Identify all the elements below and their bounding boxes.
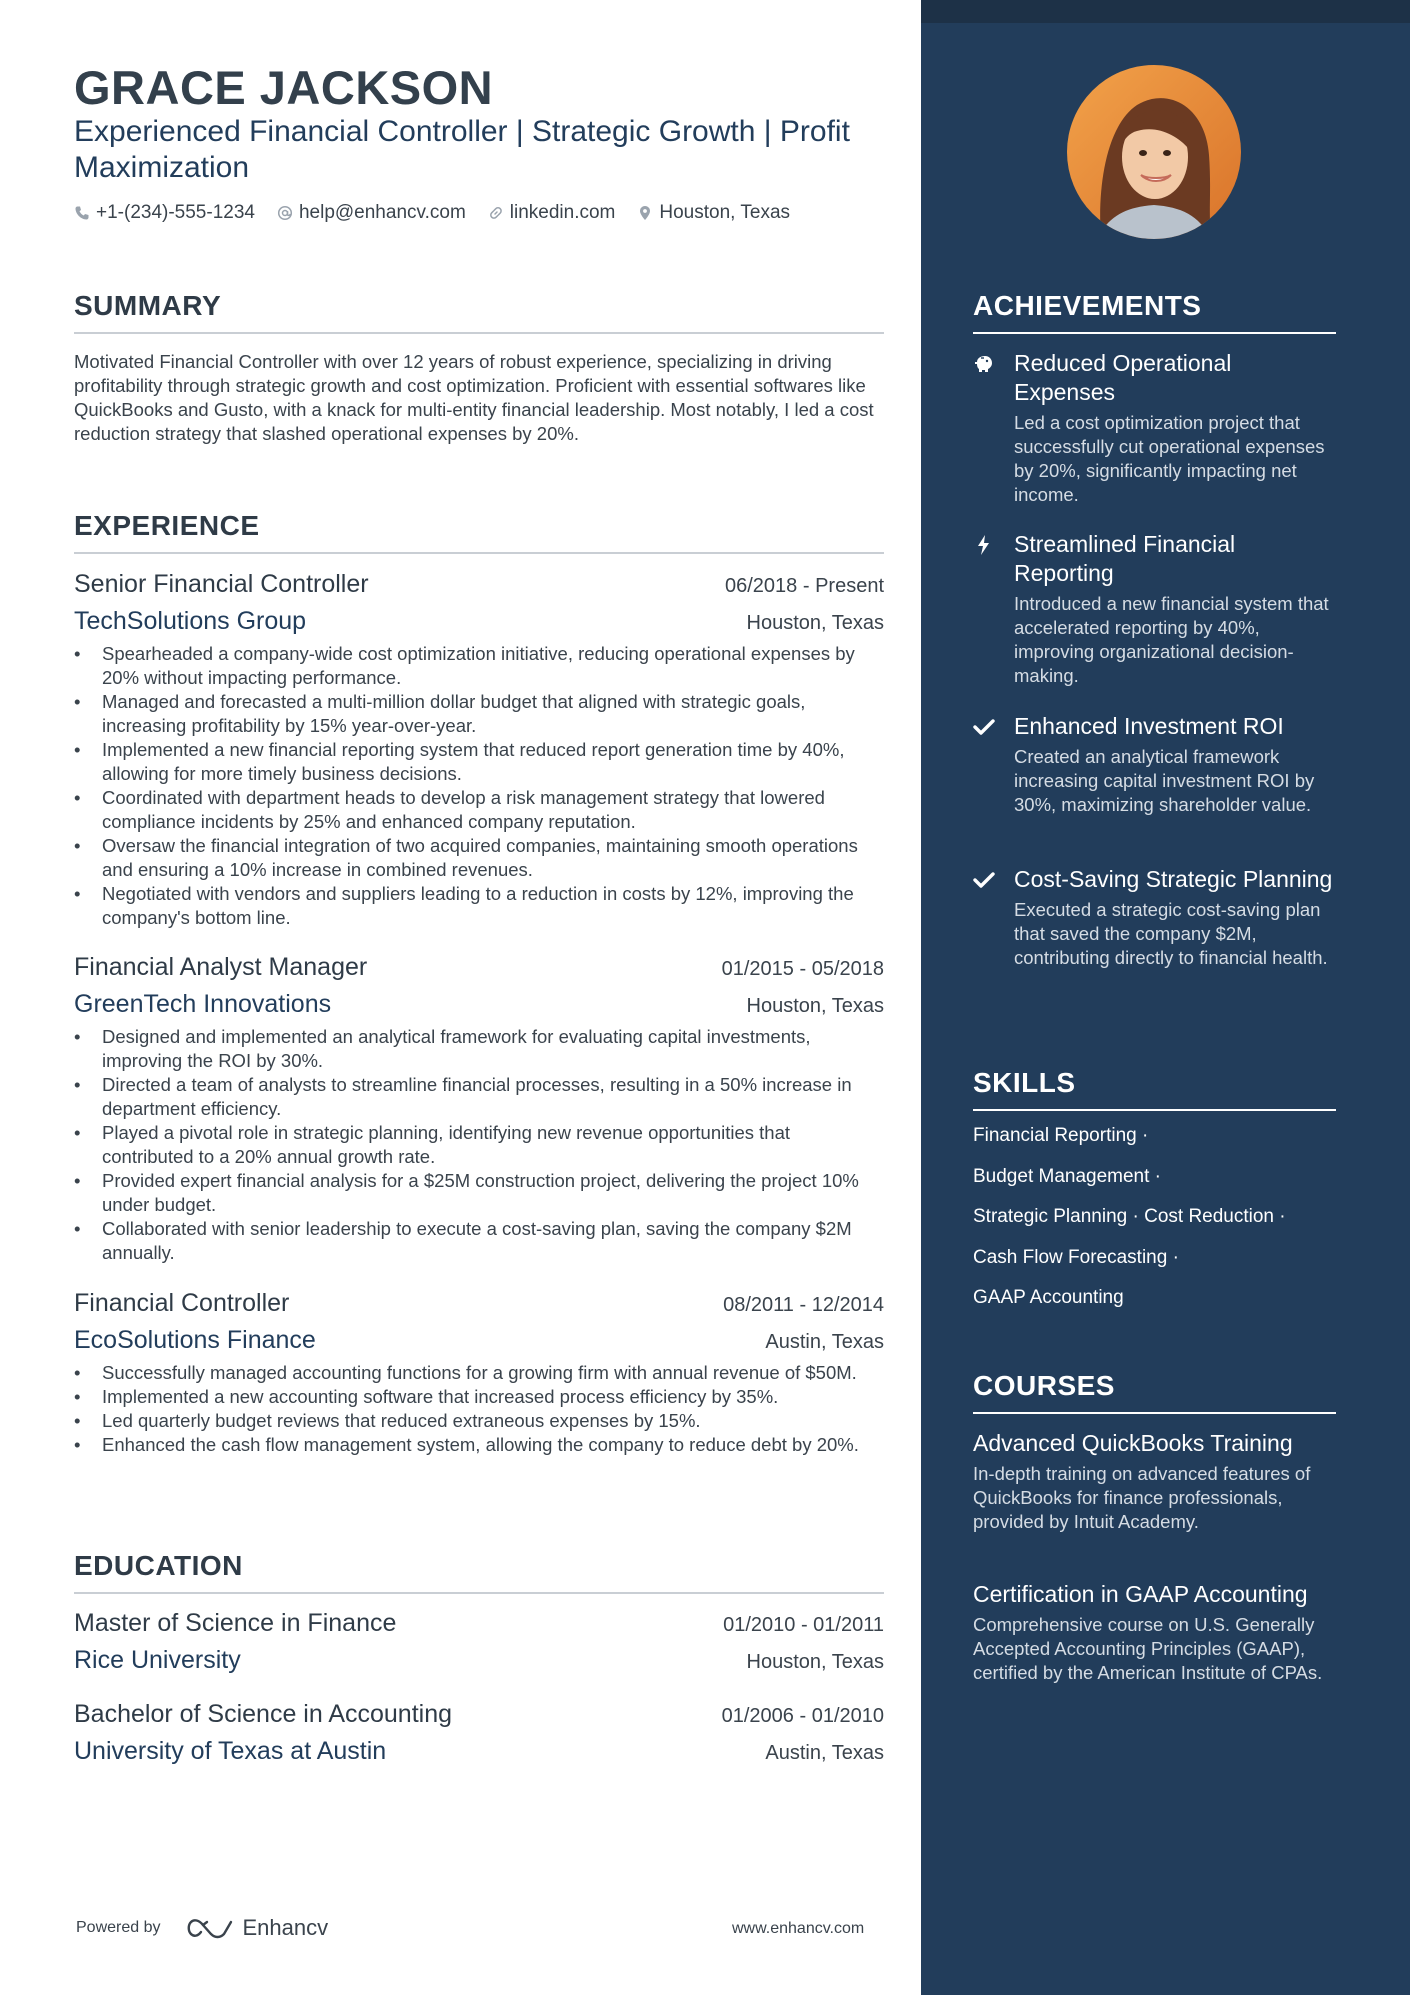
job-dates: 06/2018 - Present bbox=[725, 575, 884, 597]
achievement-item bbox=[973, 865, 1336, 970]
email-text: help@enhancv.com bbox=[298, 202, 466, 223]
courses-title: COURSES bbox=[973, 1370, 1115, 1401]
degree: Bachelor of Science in Accounting bbox=[74, 1700, 453, 1728]
piggy-bank-icon bbox=[973, 353, 995, 375]
school-location: Austin, Texas bbox=[765, 1742, 884, 1764]
sidebar bbox=[921, 0, 1410, 1995]
checkmark-icon bbox=[973, 716, 995, 738]
job-location: Austin, Texas bbox=[765, 1331, 884, 1353]
job-entry bbox=[74, 953, 884, 1265]
location-pin-icon bbox=[637, 205, 653, 221]
job-role: Senior Financial Controller bbox=[74, 570, 369, 598]
contact-email[interactable] bbox=[277, 202, 466, 224]
enhancv-logo-icon bbox=[187, 1916, 233, 1940]
skill-line: Budget Management · bbox=[973, 1165, 1162, 1187]
achievement-title: Enhanced Investment ROI bbox=[1014, 713, 1284, 739]
checkmark-icon bbox=[973, 869, 995, 891]
achievement-description: Created an analytical framework increasing capital investment ROI by 30%, maximizing shareholder value. bbox=[1014, 746, 1315, 815]
achievements-title: ACHIEVEMENTS bbox=[973, 290, 1202, 321]
achievement-item bbox=[973, 349, 1336, 507]
footer-branding bbox=[76, 1915, 328, 1941]
bullet-item: • Spearheaded a company-wide cost optimization initiative, reducing operational expenses by 20% without impacting performance. bbox=[74, 642, 884, 690]
contact-phone[interactable] bbox=[74, 202, 255, 224]
powered-by-text: Powered by bbox=[76, 1919, 161, 1936]
school-location: Houston, Texas bbox=[746, 1651, 884, 1673]
education-section-header bbox=[74, 1550, 884, 1594]
bullet-item: • Managed and forecasted a multi-million dollar budget that aligned with strategic goals, increasing profitability by 15% year-over-year. bbox=[74, 690, 884, 738]
bullet-item: • Successfully managed accounting functions for a growing firm with annual revenue of $50M. bbox=[74, 1361, 884, 1385]
job-dates: 08/2011 - 12/2014 bbox=[723, 1294, 884, 1316]
degree: Master of Science in Finance bbox=[74, 1609, 397, 1637]
bullet-item: • Coordinated with department heads to develop a risk management strategy that lowered compliance incidents by 25% and enhanced company reputation. bbox=[74, 786, 884, 834]
job-dates: 01/2015 - 05/2018 bbox=[721, 958, 884, 980]
location-text: Houston, Texas bbox=[659, 202, 791, 223]
achievement-description: Executed a strategic cost-saving plan that saved the company $2M, contributing directly to financial health. bbox=[1014, 899, 1328, 968]
education-entry bbox=[74, 1609, 884, 1675]
contact-linkedin[interactable] bbox=[488, 202, 616, 224]
footer-website[interactable]: www.enhancv.com bbox=[732, 1920, 865, 1937]
bullet-item: • Provided expert financial analysis for a $25M construction project, delivering the project 10% under budget. bbox=[74, 1169, 884, 1217]
bullet-item: • Enhanced the cash flow management system, allowing the company to reduce debt by 20%. bbox=[74, 1433, 884, 1457]
experience-section-header bbox=[74, 510, 884, 554]
contact-bar bbox=[74, 202, 790, 224]
school: University of Texas at Austin bbox=[74, 1737, 387, 1765]
job-entry bbox=[74, 1289, 884, 1457]
enhancv-logo[interactable] bbox=[187, 1915, 329, 1941]
school: Rice University bbox=[74, 1646, 241, 1674]
achievements-section-header bbox=[973, 290, 1336, 334]
headline: Experienced Financial Controller | Strategic Growth | Profit Maximization bbox=[74, 115, 850, 184]
phone-icon bbox=[74, 205, 90, 221]
summary-text: Motivated Financial Controller with over 12 years of robust experience, specializing in driving profitability through strategic growth and cost optimization. Proficient with essential softwares like QuickBooks and Gusto, with a knack for multi-entity financial leadership. Most notably, I led a cost reduction strategy that slashed operational expenses by 20%. bbox=[74, 351, 874, 444]
skill-line: Cash Flow Forecasting · bbox=[973, 1246, 1179, 1268]
skill-line: Strategic Planning · Cost Reduction · bbox=[973, 1206, 1286, 1227]
job-location: Houston, Texas bbox=[746, 612, 884, 634]
bullet-item: • Implemented a new financial reporting system that reduced report generation time by 40%, allowing for more timely business decisions. bbox=[74, 738, 884, 786]
course-item bbox=[973, 1429, 1336, 1534]
job-location: Houston, Texas bbox=[746, 995, 884, 1017]
summary-title: SUMMARY bbox=[74, 290, 222, 321]
achievement-description: Introduced a new financial system that accelerated reporting by 40%, improving organizational decision-making. bbox=[1014, 593, 1329, 686]
skills-section-header bbox=[973, 1067, 1336, 1111]
bullet-item: • Led quarterly budget reviews that reduced extraneous expenses by 15%. bbox=[74, 1409, 884, 1433]
contact-location bbox=[637, 202, 790, 224]
bullet-item: • Negotiated with vendors and suppliers leading to a reduction in costs by 12%, improving the company's bottom line. bbox=[74, 882, 884, 930]
bullet-item: • Directed a team of analysts to streamline financial processes, resulting in a 50% increase in department efficiency. bbox=[74, 1073, 884, 1121]
job-company: EcoSolutions Finance bbox=[74, 1326, 316, 1354]
achievement-item bbox=[973, 530, 1336, 688]
education-entry bbox=[74, 1700, 884, 1766]
achievement-title: Reduced Operational Expenses bbox=[1014, 350, 1232, 405]
portrait-image bbox=[1067, 65, 1241, 239]
course-name: Advanced QuickBooks Training bbox=[973, 1430, 1293, 1456]
phone-text: +1-(234)-555-1234 bbox=[96, 202, 255, 223]
job-company: GreenTech Innovations bbox=[74, 990, 332, 1018]
link-icon bbox=[488, 205, 504, 221]
course-description: Comprehensive course on U.S. Generally Accepted Accounting Principles (GAAP), certified by the American Institute of CPAs. bbox=[973, 1614, 1323, 1683]
job-bullets bbox=[74, 642, 884, 930]
skills-list bbox=[973, 1124, 1336, 1327]
sidebar-top-band bbox=[921, 0, 1410, 23]
bullet-item: • Played a pivotal role in strategic planning, identifying new revenue opportunities that contributed to a 20% annual growth rate. bbox=[74, 1121, 884, 1169]
linkedin-text: linkedin.com bbox=[509, 202, 616, 223]
job-bullets bbox=[74, 1361, 884, 1457]
job-role: Financial Analyst Manager bbox=[74, 953, 368, 981]
achievement-title: Cost-Saving Strategic Planning bbox=[1014, 866, 1333, 892]
brand-name: Enhancv bbox=[242, 1915, 329, 1940]
education-dates: 01/2006 - 01/2010 bbox=[721, 1705, 884, 1727]
candidate-name: GRACE JACKSON bbox=[74, 61, 494, 114]
achievement-item bbox=[973, 712, 1336, 817]
education-title: EDUCATION bbox=[74, 1550, 243, 1581]
profile-photo bbox=[1067, 65, 1241, 239]
courses-section-header bbox=[973, 1370, 1336, 1414]
skill-line: GAAP Accounting bbox=[973, 1287, 1124, 1308]
achievement-title: Streamlined Financial Reporting bbox=[1014, 531, 1236, 586]
job-company: TechSolutions Group bbox=[74, 607, 307, 635]
summary-section-header bbox=[74, 290, 884, 334]
skill-line: Financial Reporting · bbox=[973, 1125, 1149, 1146]
skills-title: SKILLS bbox=[973, 1067, 1076, 1098]
bullet-item: • Oversaw the financial integration of two acquired companies, maintaining smooth operations and ensuring a 10% increase in combined revenues. bbox=[74, 834, 884, 882]
course-item bbox=[973, 1580, 1336, 1685]
education-dates: 01/2010 - 01/2011 bbox=[723, 1614, 884, 1636]
course-description: In-depth training on advanced features of QuickBooks for finance professionals, provided by Intuit Academy. bbox=[973, 1463, 1311, 1532]
job-role: Financial Controller bbox=[74, 1289, 290, 1317]
experience-title: EXPERIENCE bbox=[74, 510, 260, 541]
bullet-item: • Collaborated with senior leadership to execute a cost-saving plan, saving the company $2M annually. bbox=[74, 1217, 884, 1265]
bullet-item: • Designed and implemented an analytical framework for evaluating capital investments, improving the ROI by 30%. bbox=[74, 1025, 884, 1073]
course-name: Certification in GAAP Accounting bbox=[973, 1581, 1308, 1607]
achievement-description: Led a cost optimization project that successfully cut operational expenses by 20%, significantly impacting net income. bbox=[1014, 412, 1325, 505]
job-entry bbox=[74, 570, 884, 930]
at-icon bbox=[277, 205, 293, 221]
bullet-item: • Implemented a new accounting software that increased process efficiency by 35%. bbox=[74, 1385, 884, 1409]
lightning-icon bbox=[973, 534, 995, 556]
job-bullets bbox=[74, 1025, 884, 1265]
